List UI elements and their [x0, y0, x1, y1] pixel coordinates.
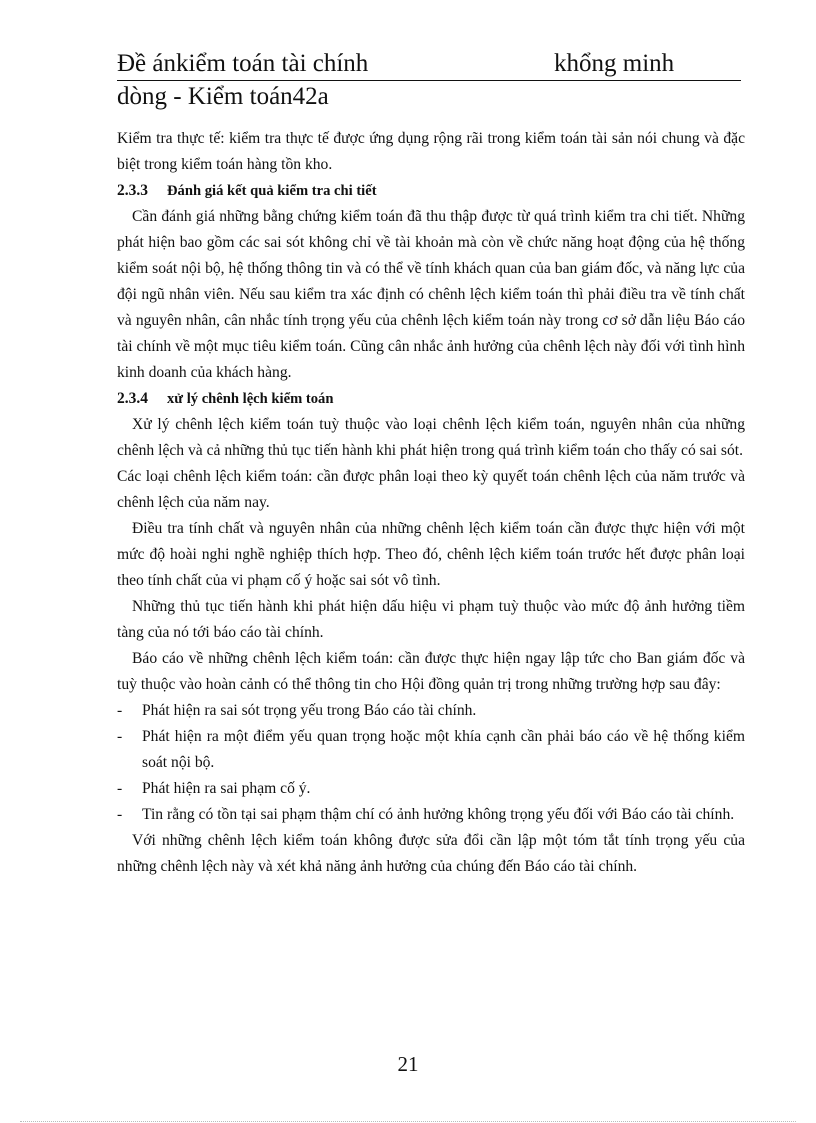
intro-paragraph: Kiểm tra thực tế: kiểm tra thực tế được ứng dụng rộng rãi trong kiểm toán tài sản nói chung và đặc biệt trong kiểm toán hàng tồn kho. [117, 130, 745, 173]
header-title-row [117, 48, 741, 81]
page-number: 21 [397, 1052, 419, 1076]
bullet-dash: - [117, 728, 123, 745]
section-2-3-4-paragraph-6: Với những chênh lệch kiểm toán không được sửa đổi cần lập một tóm tắt tính trọng yếu của những chênh lệch này và xét khả năng ảnh hưởng của chúng đến Báo cáo tài chính. [117, 832, 745, 875]
section-2-3-4-paragraph-3: Điều tra tính chất và nguyên nhân của những chênh lệch kiểm toán cần được thực hiện với một mức độ hoài nghi nghề nghiệp thích hợp. Theo đó, chênh lệch kiểm toán trước hết được phân loại theo tính chất của vi phạm cố ý hoặc sai sót vô tình. [117, 520, 745, 589]
list-item [117, 776, 745, 802]
header-subtitle: dòng - Kiểm toán42a [117, 83, 329, 110]
section-heading-2-3-3 [117, 178, 745, 204]
section-number: 2.3.3 [117, 182, 148, 199]
document-body [117, 126, 745, 880]
list-item-text: Phát hiện ra một điểm yếu quan trọng hoặc một khía cạnh cần phải báo cáo về hệ thống kiểm soát nội bộ. [142, 728, 745, 771]
header-title-left: Đề ánkiểm toán tài chính [117, 50, 369, 77]
list-item-text: Phát hiện ra sai sót trọng yếu trong Báo cáo tài chính. [142, 702, 477, 719]
header-title-right: khổng minh [554, 50, 675, 77]
bullet-dash: - [117, 806, 123, 823]
page-bottom-divider [20, 1121, 796, 1122]
section-2-3-4-paragraph-5: Báo cáo về những chênh lệch kiểm toán: cần được thực hiện ngay lập tức cho Ban giám đốc và tuỳ thuộc vào hoàn cảnh có thể thông tin cho Hội đồng quản trị trong những trường hợp sau đây: [117, 650, 745, 693]
list-item-text: Tin rằng có tồn tại sai phạm thậm chí có ảnh hưởng không trọng yếu đối với Báo cáo tài chính. [142, 806, 735, 823]
list-item-text: Phát hiện ra sai phạm cố ý. [142, 780, 311, 797]
section-heading-2-3-4 [117, 386, 745, 412]
list-item [117, 724, 745, 776]
section-title: xử lý chênh lệch kiểm toán [167, 391, 334, 407]
section-2-3-4-paragraph-4: Những thủ tục tiến hành khi phát hiện dấu hiệu vi phạm tuỳ thuộc vào mức độ ảnh hưởng tiềm tàng của nó tới báo cáo tài chính. [117, 598, 745, 641]
list-item [117, 698, 745, 724]
section-2-3-4-paragraph-2: Các loại chênh lệch kiểm toán: cần được phân loại theo kỳ quyết toán chênh lệch của năm trước và chênh lệch của năm nay. [117, 468, 745, 511]
bullet-dash: - [117, 780, 123, 797]
section-2-3-4-paragraph-1: Xử lý chênh lệch kiểm toán tuỳ thuộc vào loại chênh lệch kiểm toán, nguyên nhân của những chênh lệch và cả những thủ tục tiến hành khi phát hiện trong quá trình kiểm toán cho thấy có sai sót. [117, 416, 745, 459]
bullet-dash: - [117, 702, 123, 719]
section-title: Đánh giá kết quả kiểm tra chi tiết [167, 183, 377, 199]
section-number: 2.3.4 [117, 390, 148, 407]
page-header [117, 48, 741, 113]
section-2-3-3-paragraph: Cần đánh giá những bằng chứng kiểm toán đã thu thập được từ quá trình kiểm tra chi tiết. Những phát hiện bao gồm các sai sót không chỉ về tài khoản mà còn về chức năng hoạt động của hệ thống kiểm soát nội bộ, hệ thống thông tin và có thể về tính khách quan của ban giám đốc, và năng lực của đội ngũ nhân viên. Nếu sau kiểm tra xác định có chênh lệch kiểm toán thì phải điều tra về tính chất và nguyên nhân, cân nhắc tính trọng yếu của chênh lệch kiểm toán này trong cơ sở dẫn liệu Báo cáo tài chính về một mục tiêu kiểm toán. Cũng cân nhắc ảnh hưởng của chênh lệch này đối với tình hình kinh doanh của khách hàng. [117, 208, 745, 381]
list-item [117, 802, 745, 828]
